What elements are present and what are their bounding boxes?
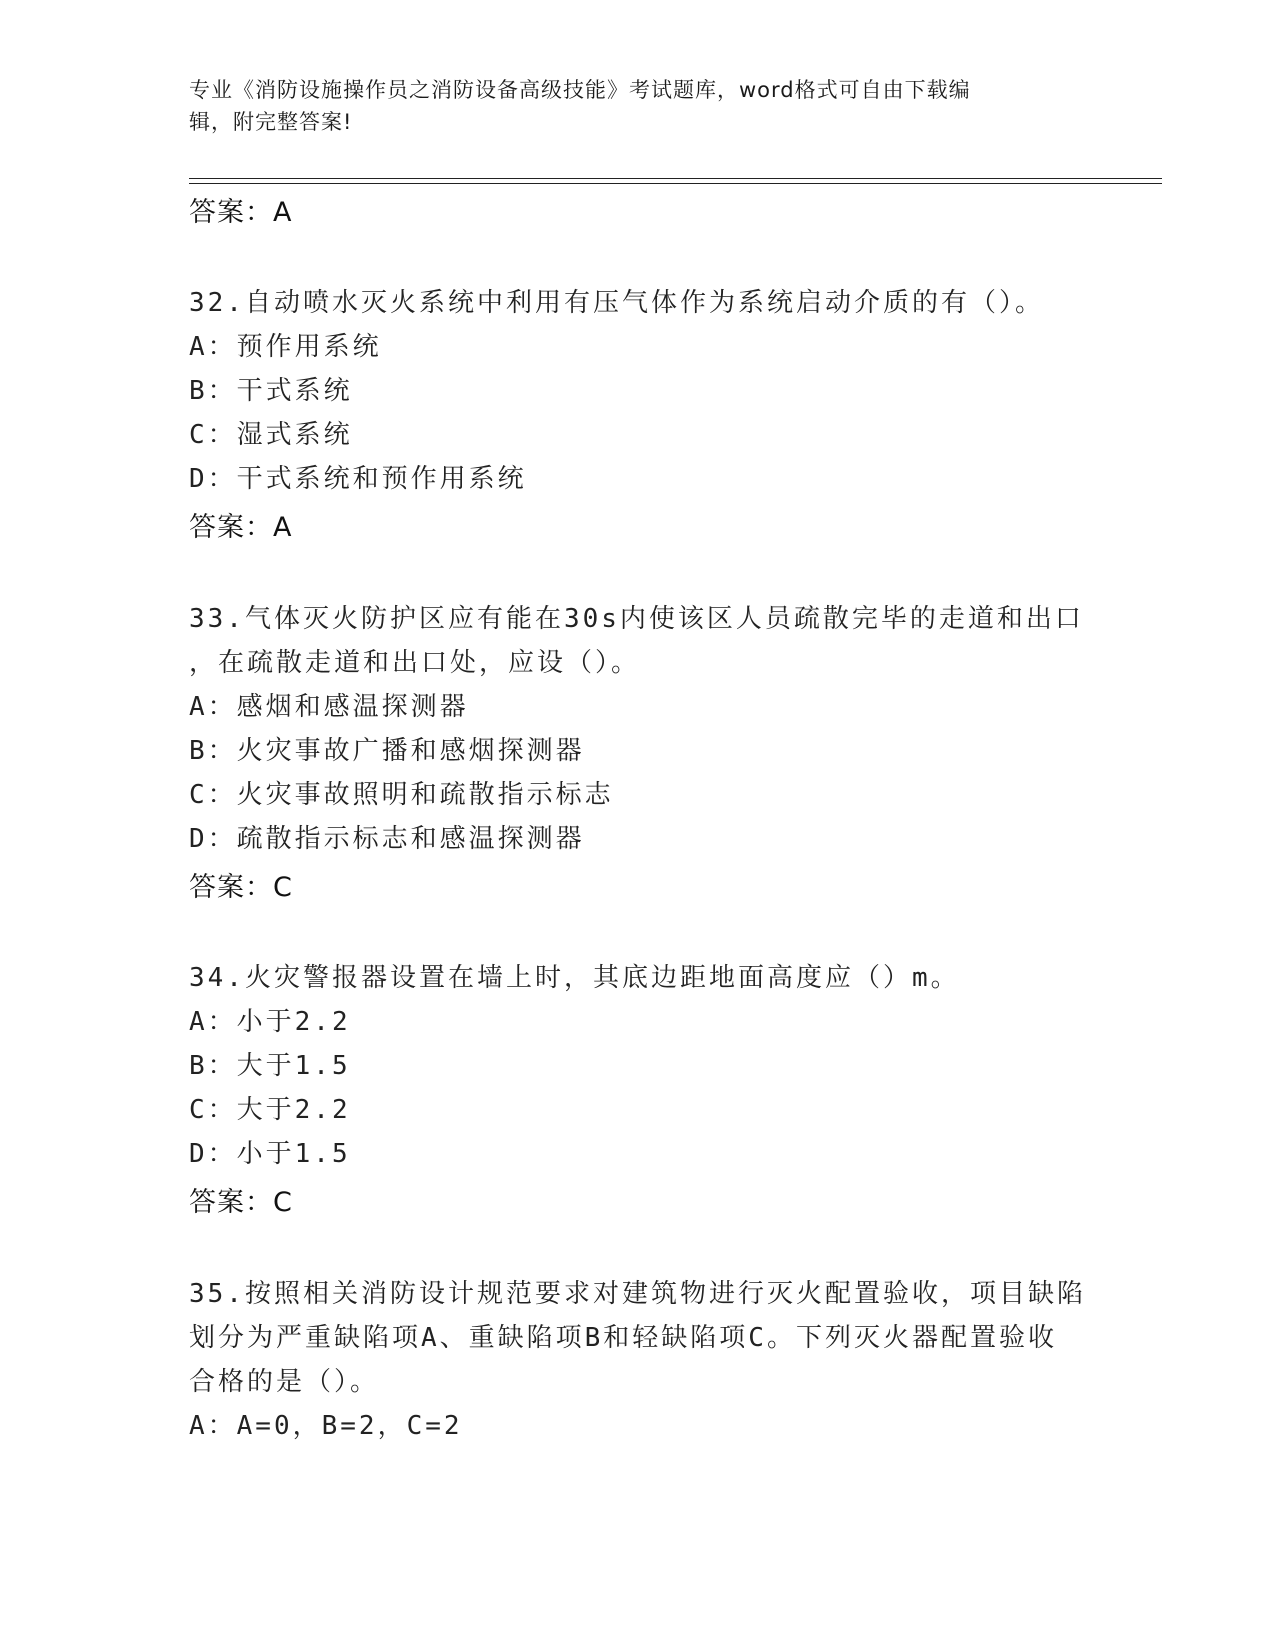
- option-c: C：大于2.2: [189, 1095, 351, 1125]
- option-b: B：火灾事故广播和感烟探测器: [189, 736, 585, 766]
- document-header: [189, 74, 1089, 138]
- question-stem: 32.自动喷水灭火系统中利用有压气体作为系统启动介质的有（）。: [189, 288, 1044, 318]
- option-d: D：干式系统和预作用系统: [189, 464, 527, 494]
- answer-line: 答案：A: [189, 512, 293, 543]
- option-b: B：大于1.5: [189, 1051, 351, 1081]
- option-c: C：火灾事故照明和疏散指示标志: [189, 780, 614, 810]
- header-line-1: 专业《消防设施操作员之消防设备高级技能》考试题库，word格式可自由下载编: [189, 78, 971, 102]
- question-stem: 34.火灾警报器设置在墙上时，其底边距地面高度应（）m。: [189, 963, 960, 993]
- header-divider-top: [189, 178, 1162, 179]
- header-divider-bottom: [189, 183, 1162, 184]
- answer-line: 答案：A: [189, 197, 293, 228]
- option-a: A：A=0，B=2，C=2: [189, 1411, 463, 1441]
- answer-line: 答案：C: [189, 1187, 293, 1218]
- question-stem: ，在疏散走道和出口处，应设（）。: [189, 648, 641, 678]
- option-a: A：小于2.2: [189, 1007, 351, 1037]
- question-stem: 划分为严重缺陷项A、重缺陷项B和轻缺陷项C。下列灭火器配置验收: [189, 1323, 1057, 1353]
- question-stem: 35.按照相关消防设计规范要求对建筑物进行灭火配置验收，项目缺陷: [189, 1279, 1086, 1309]
- question-stem: 合格的是（）。: [189, 1367, 380, 1397]
- option-b: B：干式系统: [189, 376, 353, 406]
- question-stem: 33.气体灭火防护区应有能在30s内使该区人员疏散完毕的走道和出口: [189, 604, 1084, 634]
- header-line-2: 辑，附完整答案!: [189, 110, 353, 134]
- option-a: A：预作用系统: [189, 332, 382, 362]
- option-d: D：疏散指示标志和感温探测器: [189, 824, 585, 854]
- option-a: A：感烟和感温探测器: [189, 692, 469, 722]
- option-d: D：小于1.5: [189, 1139, 351, 1169]
- answer-line: 答案：C: [189, 872, 293, 903]
- option-c: C：湿式系统: [189, 420, 353, 450]
